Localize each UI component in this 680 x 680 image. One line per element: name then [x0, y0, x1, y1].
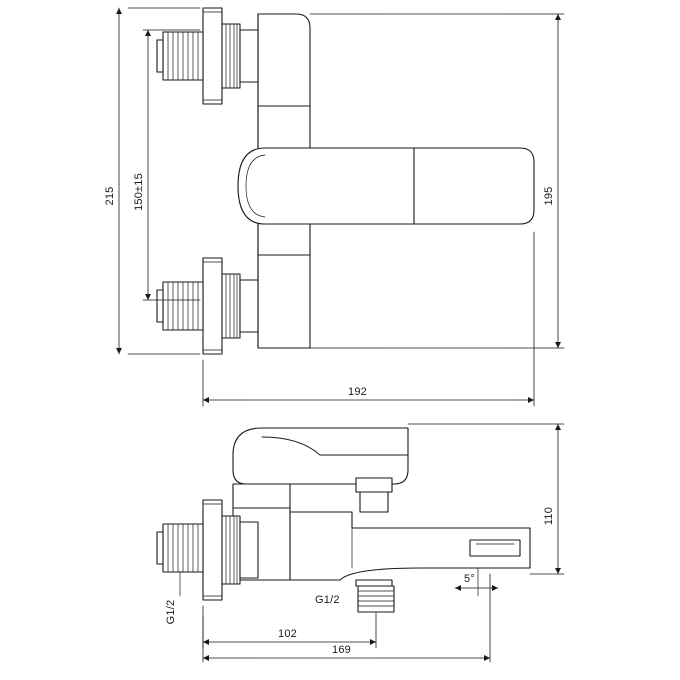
dimension-label-body-depth: 102	[278, 628, 297, 640]
dimension-label-inlet-centres: 150±15	[133, 173, 145, 211]
callout-label-inlet-thread-left: G1/2	[165, 599, 177, 625]
dimension-label-spout-height: 110	[543, 506, 555, 526]
dimension-label-width-total: 192	[348, 386, 367, 398]
dimension-label-spout-reach: 169	[332, 644, 351, 656]
dimension-label-height-total: 215	[104, 186, 116, 206]
dimension-label-spout-angle: 5°	[464, 573, 475, 585]
front-view-geometry	[157, 8, 534, 354]
callout-label-outlet-thread-bottom: G1/2	[315, 594, 340, 606]
dimension-label-body-height: 195	[543, 186, 555, 206]
